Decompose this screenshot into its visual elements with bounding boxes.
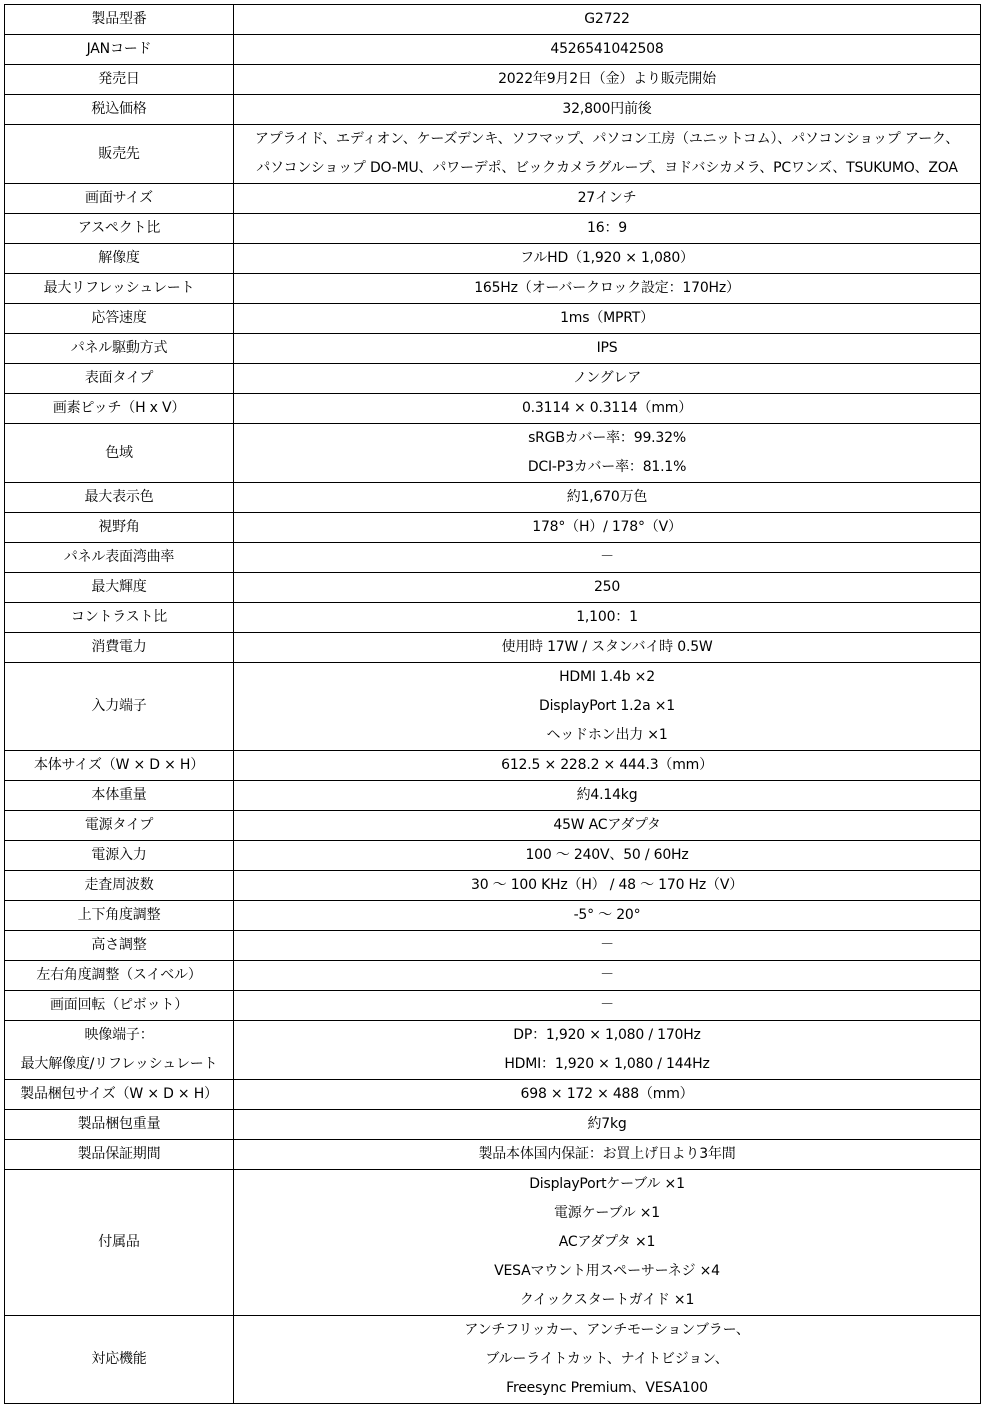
spec-value: ブルーライトカット、ナイトビジョン、	[485, 1351, 729, 1367]
spec-value-cell	[234, 961, 981, 991]
spec-label-cell	[5, 304, 234, 334]
spec-label: コントラスト比	[70, 609, 168, 625]
spec-value-cell	[234, 95, 981, 125]
spec-row	[5, 35, 981, 65]
spec-label-cell	[5, 35, 234, 65]
spec-label-cell	[5, 1080, 234, 1110]
spec-value-cell	[234, 811, 981, 841]
spec-label-cell	[5, 5, 234, 35]
spec-row	[5, 244, 981, 274]
spec-value-cell	[234, 1140, 981, 1170]
spec-label-cell	[5, 1316, 234, 1404]
spec-value: DisplayPortケーブル ×1	[529, 1176, 685, 1192]
spec-value-cell	[234, 871, 981, 901]
spec-row	[5, 513, 981, 543]
spec-value-cell	[234, 364, 981, 394]
spec-label: 最大解像度/リフレッシュレート	[20, 1056, 218, 1072]
spec-value-cell	[234, 35, 981, 65]
spec-label-cell	[5, 871, 234, 901]
spec-row	[5, 603, 981, 633]
spec-value: －	[600, 549, 614, 565]
spec-value: VESAマウント用スペーサーネジ ×4	[494, 1263, 720, 1279]
spec-row	[5, 931, 981, 961]
spec-label: 映像端子：	[84, 1027, 154, 1043]
spec-label-cell	[5, 1170, 234, 1316]
spec-value-cell	[234, 513, 981, 543]
spec-row	[5, 95, 981, 125]
spec-value-cell	[234, 125, 981, 184]
spec-label-cell	[5, 334, 234, 364]
spec-value-cell	[234, 274, 981, 304]
spec-label-cell	[5, 274, 234, 304]
spec-row	[5, 1110, 981, 1140]
spec-row	[5, 65, 981, 95]
spec-label-cell	[5, 513, 234, 543]
spec-row	[5, 304, 981, 334]
spec-label: 発売日	[98, 71, 140, 87]
spec-label-cell	[5, 663, 234, 751]
spec-value-cell	[234, 65, 981, 95]
spec-label-cell	[5, 961, 234, 991]
spec-value-cell	[234, 304, 981, 334]
spec-label-cell	[5, 931, 234, 961]
spec-label-cell	[5, 1110, 234, 1140]
spec-table-body	[5, 5, 981, 1404]
spec-label: 製品型番	[91, 11, 147, 27]
spec-label: 解像度	[98, 250, 140, 266]
spec-value: 16：9	[587, 220, 627, 236]
spec-label: 画素ピッチ（H x V）	[52, 400, 186, 416]
spec-label-cell	[5, 633, 234, 663]
spec-label: 本体サイズ（W × D × H）	[33, 757, 205, 773]
spec-label-cell	[5, 214, 234, 244]
spec-label: 付属品	[98, 1234, 140, 1250]
spec-value: アプライド、エディオン、ケーズデンキ、ソフマップ、パソコン工房（ユニットコム）、パソコンショップ アーク、	[254, 131, 960, 147]
spec-value-cell	[234, 751, 981, 781]
spec-value: 612.5 × 228.2 × 444.3（mm）	[501, 757, 713, 773]
spec-label: 最大輝度	[91, 579, 147, 595]
spec-row	[5, 394, 981, 424]
spec-label: 電源タイプ	[84, 817, 154, 833]
spec-row	[5, 901, 981, 931]
spec-label-cell	[5, 95, 234, 125]
spec-value-cell	[234, 334, 981, 364]
spec-label: 最大表示色	[84, 489, 154, 505]
spec-value-cell	[234, 394, 981, 424]
spec-value: ヘッドホン出力 ×1	[546, 727, 668, 743]
spec-row	[5, 841, 981, 871]
spec-value: DisplayPort 1.2a ×1	[539, 698, 675, 714]
spec-label: 上下角度調整	[77, 907, 161, 923]
spec-label: 色域	[105, 444, 133, 461]
spec-label-cell	[5, 483, 234, 513]
spec-row	[5, 1170, 981, 1316]
spec-row	[5, 214, 981, 244]
spec-value-cell	[234, 991, 981, 1021]
spec-label: 入力端子	[91, 698, 147, 714]
spec-value-cell	[234, 841, 981, 871]
spec-value: 2022年9月2日（金）より販売開始	[498, 71, 716, 87]
spec-value: 100 ～ 240V、50 / 60Hz	[525, 847, 689, 863]
spec-label: 視野角	[98, 519, 140, 535]
spec-value-cell	[234, 1080, 981, 1110]
spec-value: －	[600, 937, 614, 953]
spec-row	[5, 1021, 981, 1080]
spec-table	[4, 4, 981, 1404]
spec-value-cell	[234, 663, 981, 751]
spec-label-cell	[5, 1021, 234, 1080]
spec-row	[5, 364, 981, 394]
spec-label-cell	[5, 573, 234, 603]
spec-label: JANコード	[86, 41, 152, 57]
spec-value: HDMI：1,920 × 1,080 / 144Hz	[504, 1056, 710, 1072]
spec-value-cell	[234, 603, 981, 633]
spec-value: 約4.14kg	[576, 787, 638, 803]
spec-value: Freesync Premium、VESA100	[506, 1380, 708, 1396]
spec-label-cell	[5, 781, 234, 811]
spec-value: DCI-P3カバー率：81.1%	[527, 459, 687, 475]
spec-label: パネル表面湾曲率	[63, 549, 175, 565]
spec-row	[5, 424, 981, 483]
spec-row	[5, 991, 981, 1021]
spec-value: G2722	[584, 11, 630, 27]
spec-value: 250	[593, 579, 621, 595]
spec-value: sRGBカバー率：99.32%	[528, 430, 686, 446]
spec-value: 4526541042508	[550, 41, 664, 57]
spec-value: －	[600, 997, 614, 1013]
spec-label-cell	[5, 811, 234, 841]
spec-row	[5, 663, 981, 751]
spec-label: 画面サイズ	[85, 190, 153, 206]
spec-row	[5, 811, 981, 841]
spec-value: ACアダプタ ×1	[558, 1234, 656, 1250]
spec-value: 約7kg	[587, 1116, 627, 1132]
spec-label-cell	[5, 901, 234, 931]
spec-label-cell	[5, 65, 234, 95]
spec-row	[5, 543, 981, 573]
spec-label-cell	[5, 244, 234, 274]
spec-row	[5, 274, 981, 304]
spec-row	[5, 5, 981, 35]
spec-row	[5, 1140, 981, 1170]
spec-label-cell	[5, 1140, 234, 1170]
spec-row	[5, 483, 981, 513]
spec-value: －	[600, 967, 614, 983]
spec-value-cell	[234, 483, 981, 513]
spec-value: 165Hz（オーバークロック設定：170Hz）	[474, 280, 740, 296]
spec-label: 走査周波数	[84, 877, 154, 893]
spec-value-cell	[234, 781, 981, 811]
spec-label: 製品梱包サイズ（W × D × H）	[20, 1086, 218, 1102]
spec-label: 販売先	[98, 145, 140, 162]
spec-value: 30 ～ 100 KHz（H） / 48 ～ 170 Hz（V）	[470, 877, 744, 893]
spec-value: 電源ケーブル ×1	[553, 1205, 661, 1221]
spec-row	[5, 184, 981, 214]
spec-label: 税込価格	[91, 101, 147, 117]
spec-value-cell	[234, 1110, 981, 1140]
spec-value: 32,800円前後	[562, 101, 652, 117]
spec-label-cell	[5, 424, 234, 483]
spec-value-cell	[234, 1021, 981, 1080]
spec-row	[5, 633, 981, 663]
spec-value-cell	[234, 573, 981, 603]
spec-value: クイックスタートガイド ×1	[519, 1292, 695, 1308]
spec-label: 表面タイプ	[84, 370, 154, 386]
spec-value-cell	[234, 543, 981, 573]
spec-label-cell	[5, 125, 234, 184]
spec-row	[5, 1316, 981, 1404]
spec-value-cell	[234, 424, 981, 483]
spec-label: 画面回転（ピボット）	[50, 997, 188, 1013]
spec-row	[5, 125, 981, 184]
spec-label: 電源入力	[91, 847, 147, 863]
spec-value: 製品本体国内保証：お買上げ日より3年間	[478, 1146, 736, 1162]
spec-label-cell	[5, 991, 234, 1021]
spec-label: 高さ調整	[91, 937, 147, 953]
spec-row	[5, 1080, 981, 1110]
spec-value: 27インチ	[577, 190, 637, 206]
spec-label-cell	[5, 603, 234, 633]
spec-value: 使用時 17W / スタンバイ時 0.5W	[501, 639, 713, 655]
spec-row	[5, 334, 981, 364]
spec-value: DP：1,920 × 1,080 / 170Hz	[513, 1027, 701, 1043]
spec-label: 消費電力	[91, 639, 147, 655]
spec-value-cell	[234, 1316, 981, 1404]
spec-value-cell	[234, 5, 981, 35]
spec-label-cell	[5, 184, 234, 214]
spec-value: フルHD（1,920 × 1,080）	[520, 250, 694, 266]
spec-value-cell	[234, 1170, 981, 1316]
spec-row	[5, 573, 981, 603]
spec-value: ノングレア	[572, 370, 642, 386]
spec-value-cell	[234, 184, 981, 214]
spec-label: パネル駆動方式	[70, 340, 168, 356]
spec-label: 左右角度調整（スイベル）	[36, 967, 202, 983]
spec-value: 45W ACアダプタ	[553, 817, 661, 833]
spec-label: 製品保証期間	[77, 1146, 161, 1162]
spec-value: -5° ～ 20°	[573, 907, 641, 923]
spec-value: 約1,670万色	[566, 489, 648, 505]
spec-value: 1ms（MPRT）	[560, 310, 654, 326]
spec-row	[5, 871, 981, 901]
spec-value: IPS	[596, 340, 618, 356]
spec-value-cell	[234, 901, 981, 931]
spec-label-cell	[5, 751, 234, 781]
spec-label-cell	[5, 841, 234, 871]
spec-row	[5, 781, 981, 811]
spec-label: 本体重量	[91, 787, 147, 803]
spec-value: アンチフリッカー、アンチモーションブラー、	[464, 1322, 750, 1338]
spec-label-cell	[5, 394, 234, 424]
spec-value-cell	[234, 244, 981, 274]
spec-label: 最大リフレッシュレート	[43, 280, 195, 296]
spec-value: 1,100：1	[576, 609, 638, 625]
spec-value: HDMI 1.4b ×2	[559, 669, 655, 685]
spec-value-cell	[234, 214, 981, 244]
spec-value: 0.3114 × 0.3114（mm）	[521, 400, 693, 416]
spec-label: 製品梱包重量	[77, 1116, 161, 1132]
spec-label: アスペクト比	[77, 220, 161, 236]
spec-value: 178°（H）/ 178°（V）	[532, 519, 682, 535]
spec-row	[5, 751, 981, 781]
spec-value-cell	[234, 633, 981, 663]
spec-row	[5, 961, 981, 991]
spec-label: 応答速度	[91, 310, 147, 326]
spec-value-cell	[234, 931, 981, 961]
spec-label-cell	[5, 543, 234, 573]
spec-value: 698 × 172 × 488（mm）	[520, 1086, 694, 1102]
spec-label: 対応機能	[91, 1351, 147, 1367]
spec-label-cell	[5, 364, 234, 394]
spec-value: パソコンショップ DO-MU、パワーデポ、ビックカメラグループ、ヨドバシカメラ、PCワンズ、TSUKUMO、ZOA	[256, 160, 958, 176]
